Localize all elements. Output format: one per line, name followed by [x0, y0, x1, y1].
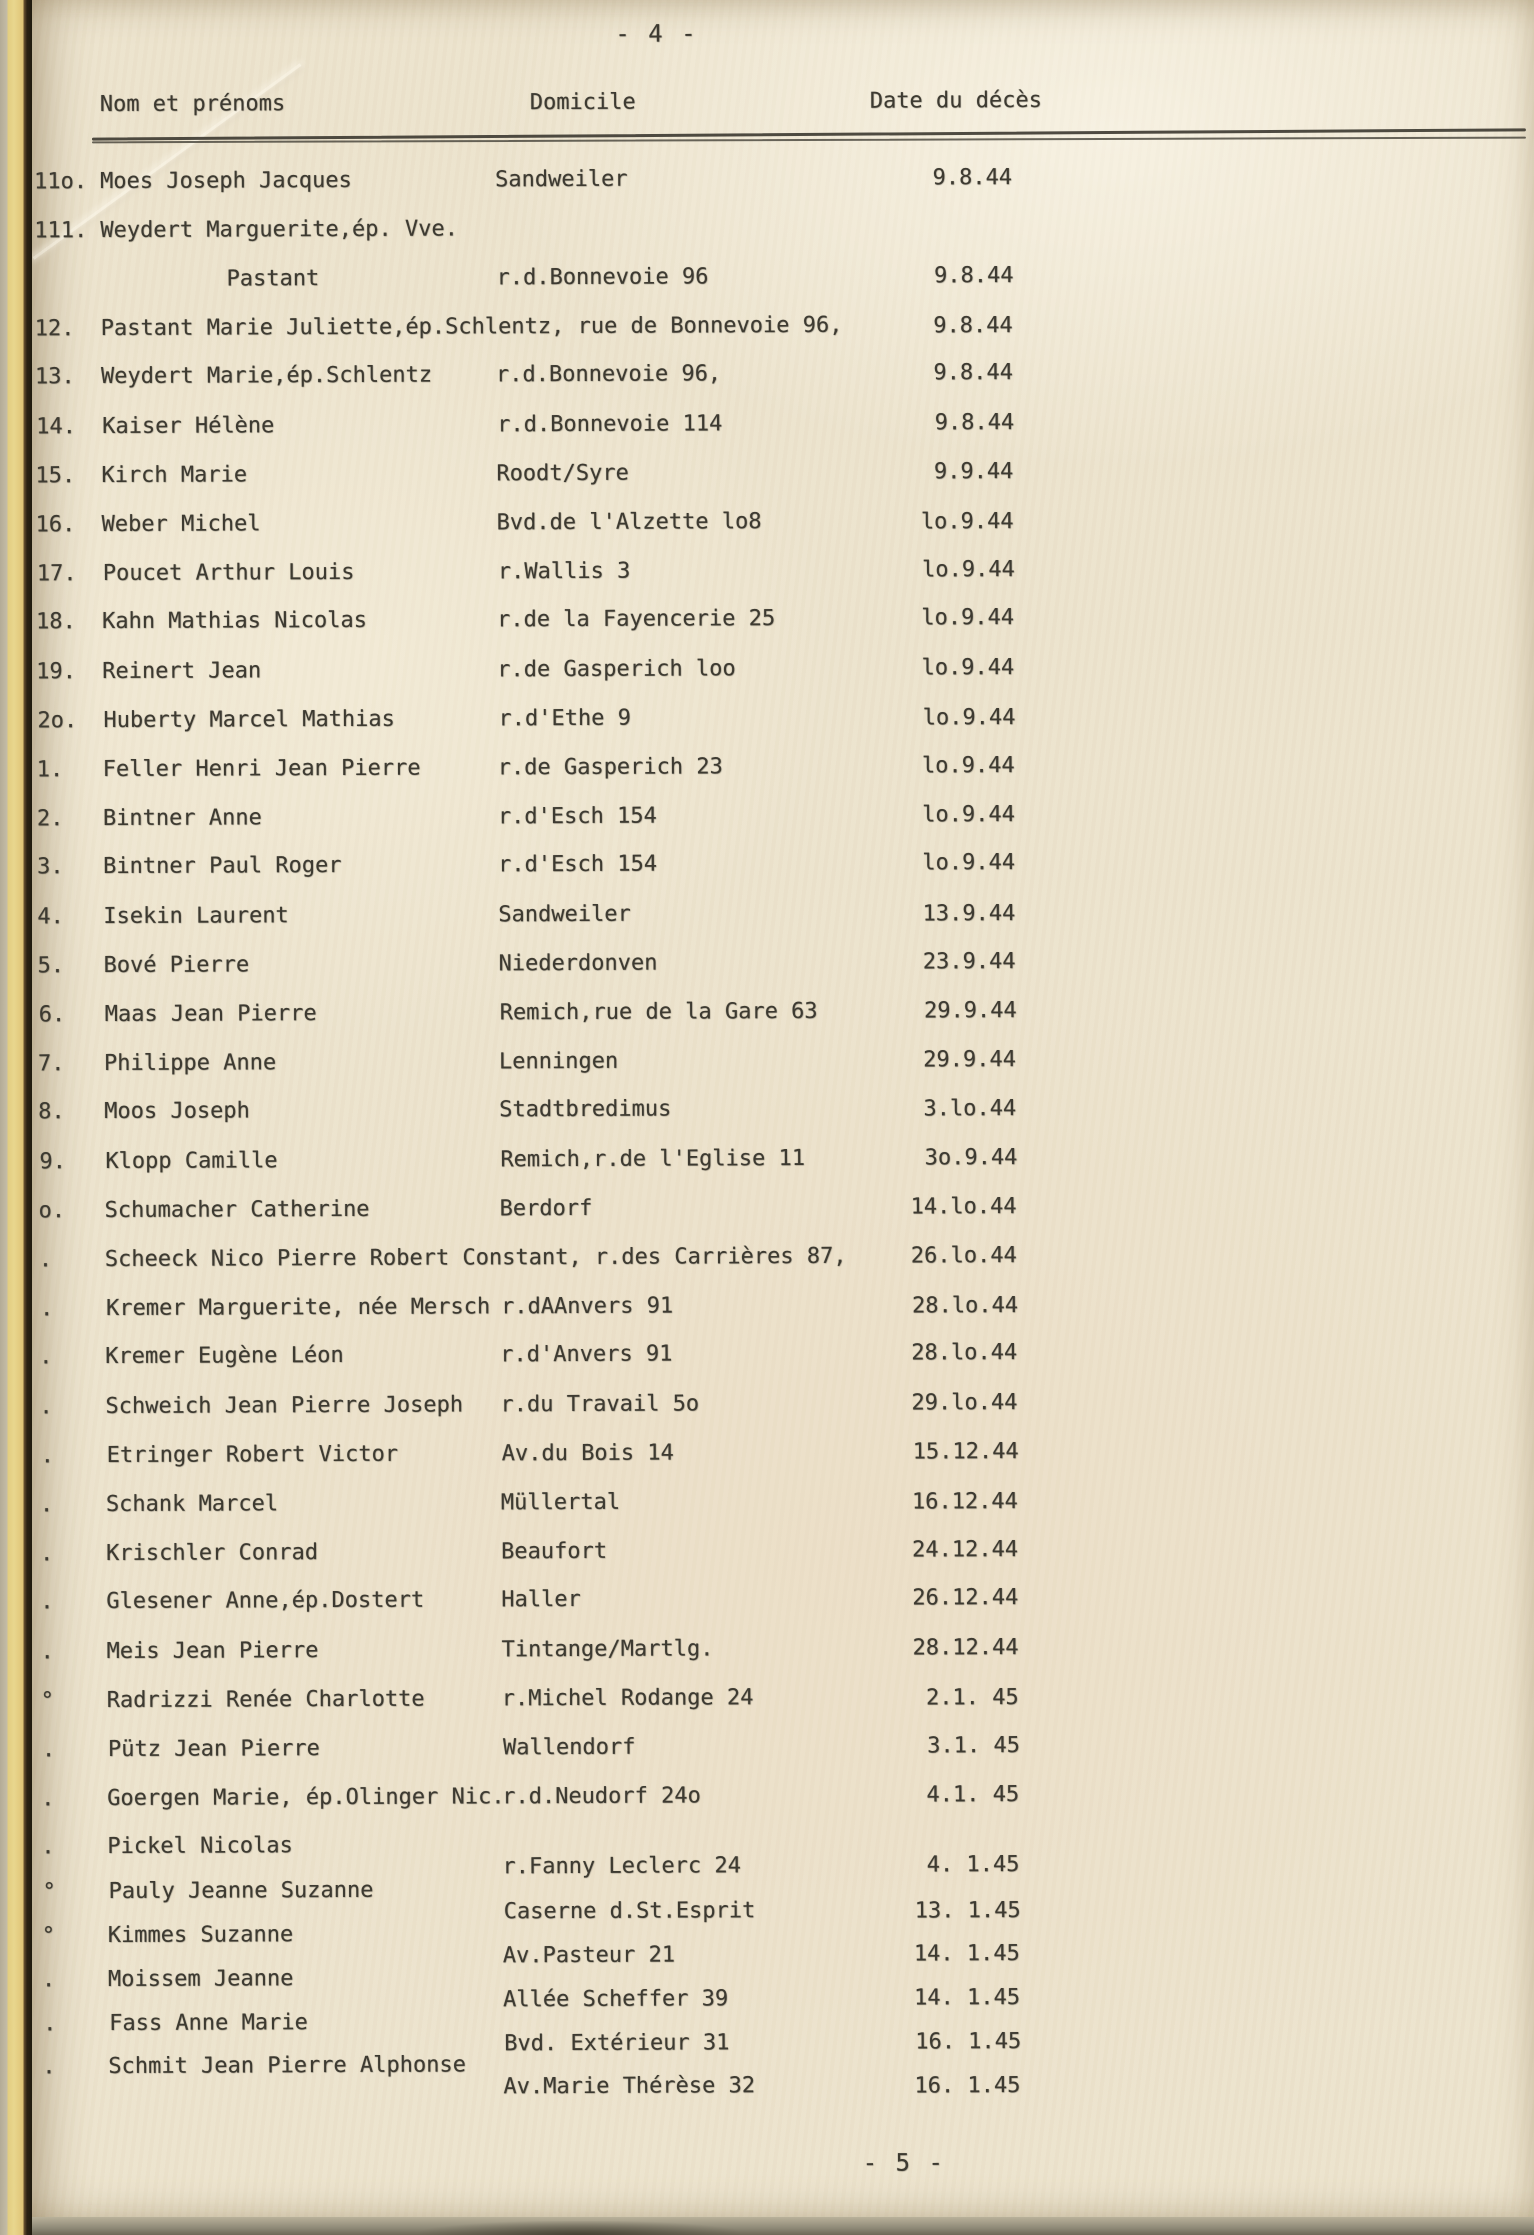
row-domicile: r.d.Bonnevoie 96, — [495, 361, 722, 388]
table-row — [35, 897, 1534, 953]
row-number: 1. — [36, 757, 64, 783]
row-date: 13. 1.45 — [914, 1898, 1021, 1924]
row-domicile: Bvd.de l'Alzette lo8 — [496, 509, 762, 536]
row-domicile: Sandweiler — [498, 901, 631, 928]
row-name: Feller Henri Jean Pierre — [102, 755, 421, 783]
row-number: . — [39, 1492, 54, 1518]
row-number: o. — [38, 1198, 66, 1224]
row-domicile: Av.du Bois 14 — [501, 1440, 674, 1467]
table-row — [39, 1827, 1534, 1878]
row-name: Kahn Mathias Nicolas — [102, 607, 368, 635]
row-domicile: Sandweiler — [495, 166, 628, 193]
row-name: Schweich Jean Pierre Joseph — [105, 1392, 464, 1420]
row-name: Radrizzi Renée Charlotte — [106, 1686, 425, 1714]
table-row — [39, 1681, 1534, 1737]
row-domicile: Haller — [501, 1586, 581, 1613]
row-domicile: Niederdonven — [498, 950, 658, 977]
row-date: lo.9.44 — [921, 753, 1015, 779]
table-row — [40, 1960, 1534, 2011]
table-row — [33, 309, 1534, 365]
row-name: Kremer Marguerite, née Mersch — [106, 1294, 491, 1322]
page-number-top: - 4 - — [615, 19, 698, 48]
row-domicile: Bvd. Extérieur 31 — [504, 2030, 730, 2057]
table-row — [37, 1337, 1534, 1393]
row-date: lo.9.44 — [921, 605, 1015, 631]
row-domicile: r.d.Neudorf 24o — [502, 1783, 701, 1810]
table-row — [37, 995, 1534, 1051]
row-number: . — [40, 1296, 54, 1322]
row-name: Bintner Anne — [102, 805, 262, 832]
row-date: 16. 1.45 — [915, 2029, 1022, 2055]
row-domicile: Beaufort — [501, 1538, 608, 1565]
table-row — [40, 1730, 1534, 1786]
row-date: 4.1. 45 — [926, 1782, 1020, 1808]
table-row — [37, 1191, 1534, 1247]
row-number: . — [41, 1834, 55, 1860]
row-domicile: Av.Pasteur 21 — [502, 1942, 676, 1969]
row-name: Pastant — [226, 266, 320, 292]
typed-content — [31, 0, 1534, 2221]
row-domicile: r.d.Bonnevoie 96 — [496, 264, 709, 291]
row-name: Kaiser Hélène — [102, 413, 275, 440]
table-row — [35, 554, 1534, 610]
row-date: 9.9.44 — [933, 459, 1014, 485]
row-number: 11o. — [34, 169, 88, 195]
row-date: 23.9.44 — [922, 949, 1016, 975]
column-header-date: Date du décès — [869, 87, 1043, 114]
table-row — [34, 652, 1534, 708]
row-name: Moes Joseph Jacques — [100, 167, 352, 195]
row-number: . — [40, 1639, 54, 1665]
table-row — [41, 2004, 1534, 2055]
row-number: . — [38, 1247, 53, 1273]
row-date: 3.lo.44 — [923, 1096, 1017, 1122]
row-domicile: Allée Scheffer 39 — [503, 1986, 729, 2013]
row-name: Philippe Anne — [103, 1050, 277, 1077]
row-date: 16.12.44 — [911, 1489, 1018, 1515]
table-row — [38, 1485, 1534, 1541]
row-date: 28.12.44 — [912, 1635, 1019, 1661]
row-domicile: r.d'Esch 154 — [497, 803, 657, 830]
row-number: ° — [42, 1879, 56, 1905]
row-date — [880, 213, 1012, 214]
row-domicile: r.dAAnvers 91 — [500, 1293, 674, 1320]
table-row — [35, 750, 1534, 806]
column-header-domicile: Domicile — [529, 89, 636, 116]
table-row — [35, 701, 1534, 757]
book-binding-edge — [0, 0, 32, 2235]
table-row — [34, 505, 1534, 561]
row-name: Bové Pierre — [103, 952, 250, 979]
row-name: Schmit Jean Pierre Alphonse — [108, 2052, 467, 2080]
row-number: 2. — [36, 806, 64, 832]
row-date: 14.lo.44 — [910, 1194, 1017, 1220]
table-row — [33, 357, 1534, 413]
underlying-pages-edge — [0, 2217, 1534, 2235]
table-row — [35, 799, 1534, 855]
row-number: . — [40, 1443, 55, 1469]
row-domicile: r.d'Esch 154 — [498, 851, 658, 878]
row-number: 4. — [37, 904, 64, 930]
row-date: lo.9.44 — [921, 655, 1015, 681]
row-date: 9.8.44 — [934, 263, 1014, 289]
row-domicile: r.de Gasperich loo — [497, 656, 736, 683]
row-domicile: Lenningen — [498, 1048, 619, 1075]
row-name: Weber Michel — [101, 511, 261, 538]
row-number: . — [39, 1344, 53, 1370]
row-number: . — [42, 2054, 56, 2080]
row-number: 15. — [35, 463, 76, 489]
table-row — [40, 2047, 1534, 2098]
row-name: Moissem Jeanne — [107, 1966, 294, 1993]
table-row — [38, 1534, 1534, 1590]
row-date: 3o.9.44 — [924, 1145, 1018, 1171]
row-domicile: Stadtbredimus — [499, 1096, 672, 1123]
row-number: 16. — [35, 512, 76, 538]
table-row — [32, 162, 1534, 218]
row-name: Pauly Jeanne Suzanne — [108, 1877, 374, 1905]
table-row — [40, 1916, 1534, 1967]
row-domicile: Wallendorf — [502, 1734, 636, 1761]
row-domicile: Remich,rue de la Gare 63 — [499, 998, 818, 1026]
row-domicile: r.de la Fayencerie 25 — [496, 606, 776, 633]
row-name: Isekin Laurent — [103, 903, 289, 930]
row-number: ° — [40, 1688, 55, 1714]
table-row — [37, 1387, 1534, 1443]
row-domicile: Av.Marie Thérèse 32 — [503, 2073, 756, 2100]
row-date: 29.9.44 — [923, 998, 1017, 1024]
row-domicile: Berdorf — [499, 1195, 593, 1222]
row-date: lo.9.44 — [922, 557, 1015, 583]
row-domicile: r.du Travail 5o — [500, 1391, 700, 1418]
row-domicile: r.de Gasperich 23 — [497, 754, 723, 781]
table-row — [36, 946, 1534, 1002]
table-row — [32, 211, 1534, 267]
row-name: Krischler Conrad — [106, 1540, 319, 1567]
row-name: Kirch Marie — [101, 462, 248, 489]
row-domicile: Roodt/Syre — [496, 460, 629, 487]
row-number: 6. — [38, 1002, 66, 1028]
row-date: 9.8.44 — [933, 360, 1014, 386]
row-name: Moos Joseph — [104, 1098, 250, 1125]
row-date: 2.1. 45 — [925, 1685, 1019, 1711]
table-row — [38, 1582, 1534, 1638]
row-date: 28.lo.44 — [912, 1293, 1019, 1319]
row-name: Weydert Marie,ép.Schlentz — [100, 362, 433, 390]
row-number: 3. — [37, 854, 64, 880]
row-date: 26.12.44 — [912, 1585, 1019, 1611]
row-date: 16. 1.45 — [914, 2073, 1021, 2099]
row-number: 19. — [36, 659, 77, 685]
row-name: Fass Anne Marie — [109, 2010, 308, 2037]
row-name: Pütz Jean Pierre — [107, 1736, 320, 1763]
row-date: 14. 1.45 — [914, 1985, 1021, 2011]
row-date: 3.1. 45 — [927, 1733, 1021, 1759]
row-number: 7. — [37, 1051, 65, 1077]
row-number: . — [40, 1541, 54, 1567]
row-name: Weydert Marguerite,ép. Vve. — [100, 216, 459, 244]
row-number: . — [41, 1786, 55, 1812]
table-row — [34, 260, 1534, 316]
table-row — [33, 456, 1534, 512]
row-name: Bintner Paul Roger — [103, 853, 342, 880]
table-row — [39, 1436, 1534, 1492]
table-row — [36, 1092, 1534, 1148]
table-row — [34, 407, 1534, 463]
row-number: 8. — [38, 1099, 65, 1125]
row-name: Maas Jean Pierre — [104, 1001, 317, 1028]
row-date: lo.9.44 — [920, 509, 1014, 535]
table-row — [37, 1240, 1534, 1296]
row-date: 28.lo.44 — [911, 1340, 1018, 1366]
table-row — [37, 1142, 1534, 1198]
row-number: 12. — [34, 316, 75, 342]
row-date: lo.9.44 — [922, 850, 1016, 876]
row-domicile: r.d'Anvers 91 — [500, 1341, 673, 1368]
row-number: 13. — [34, 364, 75, 390]
row-name: Reinert Jean — [102, 658, 262, 685]
row-number: ° — [41, 1923, 56, 1949]
row-name: Scheeck Nico Pierre Robert Constant, r.des Carrières 87, — [104, 1243, 847, 1273]
row-number: . — [41, 1737, 56, 1763]
row-number: 111. — [34, 218, 88, 244]
row-number: . — [39, 1394, 53, 1420]
row-name: Pickel Nicolas — [107, 1833, 293, 1860]
row-name: Poucet Arthur Louis — [102, 559, 355, 587]
column-header-name: Nom et prénoms — [99, 91, 286, 118]
row-date: 14. 1.45 — [913, 1941, 1020, 1967]
row-name: Schank Marcel — [105, 1491, 279, 1518]
row-domicile: r.Fanny Leclerc 24 — [502, 1853, 741, 1880]
row-number: 5. — [37, 953, 65, 979]
row-date: 26.lo.44 — [910, 1243, 1017, 1269]
row-number: 18. — [36, 609, 76, 635]
row-name: Kimmes Suzanne — [107, 1922, 294, 1949]
row-date: 29.lo.44 — [911, 1390, 1018, 1416]
row-number: . — [40, 1589, 54, 1615]
row-name: Huberty Marcel Mathias — [103, 706, 395, 734]
row-domicile: r.d.Bonnevoie 114 — [497, 411, 723, 438]
edge-smudge — [420, 2221, 740, 2235]
row-number: . — [41, 1967, 56, 1993]
table-row — [41, 1872, 1534, 1923]
row-number: 14. — [36, 414, 77, 440]
row-number: . — [43, 2011, 57, 2037]
row-name: Goergen Marie, ép.Olinger Nic. — [107, 1784, 505, 1812]
row-name: Glesener Anne,ép.Dostert — [106, 1587, 425, 1615]
row-date: 24.12.44 — [912, 1537, 1019, 1563]
row-domicile: r.d'Ethe 9 — [498, 705, 631, 732]
row-date: 9.8.44 — [932, 165, 1013, 191]
row-domicile: Tintange/Martlg. — [501, 1636, 714, 1663]
row-domicile: Müllertal — [500, 1489, 621, 1516]
row-name: Pastant Marie Juliette,ép.Schlentz, rue de Bonnevoie 96, — [100, 312, 843, 342]
row-number: 2o. — [37, 708, 78, 734]
row-date: 15.12.44 — [912, 1439, 1019, 1465]
table-row — [35, 847, 1534, 903]
page-number-bottom: - 5 - — [862, 2148, 945, 2177]
table-row — [34, 602, 1534, 658]
paper-page — [32, 0, 1534, 2221]
row-date: lo.9.44 — [922, 802, 1015, 828]
row-name: Klopp Camille — [105, 1148, 278, 1175]
row-name: Schumacher Catherine — [104, 1196, 370, 1224]
row-name: Etringer Robert Victor — [106, 1441, 399, 1469]
row-domicile: r.Wallis 3 — [497, 558, 631, 585]
row-date: 9.8.44 — [934, 410, 1015, 436]
row-name: Kremer Eugène Léon — [105, 1343, 344, 1370]
table-row — [39, 1779, 1534, 1835]
row-domicile: Remich,r.de l'Eglise 11 — [500, 1145, 806, 1173]
row-domicile: Caserne d.St.Esprit — [503, 1898, 756, 1925]
row-date: 29.9.44 — [923, 1047, 1017, 1073]
row-date: 4. 1.45 — [926, 1852, 1020, 1878]
row-number: 9. — [39, 1149, 66, 1175]
row-date: 9.8.44 — [933, 313, 1013, 339]
table-row — [38, 1632, 1534, 1688]
death-register-rows — [32, 162, 1534, 2099]
row-domicile: r.Michel Rodange 24 — [501, 1685, 754, 1712]
row-date: lo.9.44 — [922, 705, 1016, 731]
table-row — [38, 1289, 1534, 1345]
table-row — [36, 1044, 1534, 1100]
row-date: 13.9.44 — [922, 901, 1016, 927]
row-name: Meis Jean Pierre — [106, 1638, 319, 1665]
row-number: 17. — [36, 561, 77, 587]
